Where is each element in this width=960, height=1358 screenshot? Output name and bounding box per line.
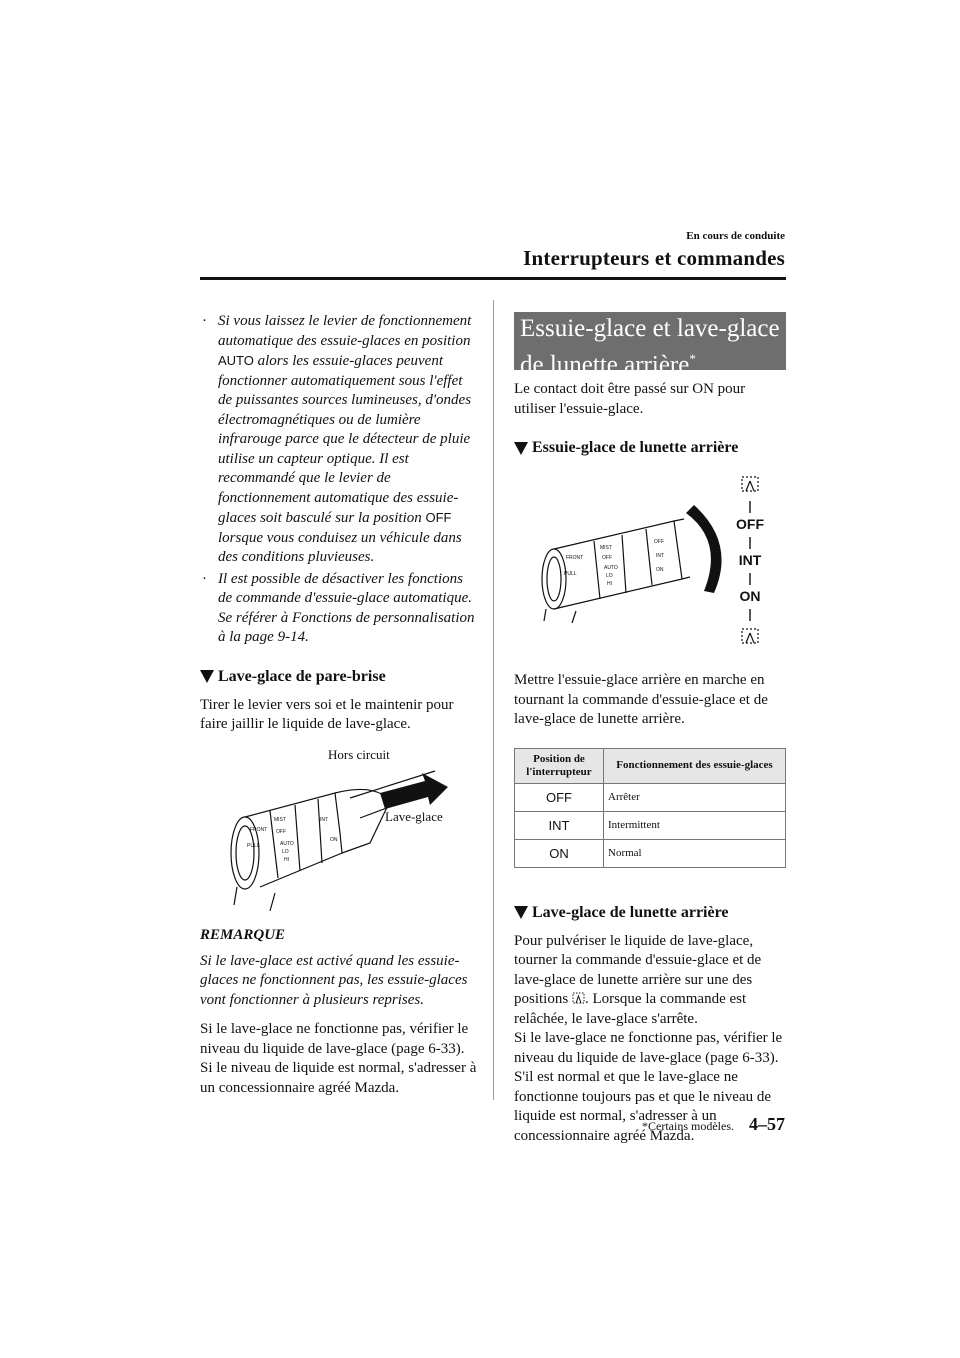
washer-lever-figure bbox=[200, 743, 478, 913]
bullet-text-a: Si vous laissez le levier de fonctionnement automatique des essuie-glaces en position bbox=[218, 313, 472, 349]
bullet-deactivate bbox=[200, 570, 478, 648]
banner-line-2-wrap bbox=[520, 344, 780, 380]
subhead-rear-washer bbox=[514, 904, 786, 922]
bullet-dot: · bbox=[202, 570, 207, 587]
cell-position: INT bbox=[515, 811, 604, 839]
note-text: Si le lave-glace est activé quand les essuie-glaces ne fonctionnent pas, les essuie-glaces vont fonctionner à plusieurs reprises. bbox=[200, 952, 468, 1008]
column-divider bbox=[493, 300, 494, 1100]
rear-washer-text-b: . Lorsque la commande est relâchée, le lave-glace s'arrête. bbox=[514, 991, 747, 1027]
triangle-marker-icon bbox=[200, 670, 214, 683]
lever-label: LO bbox=[282, 848, 289, 855]
lever-label: LO bbox=[606, 573, 613, 579]
col-header-position: Position de l'interrupteur bbox=[515, 748, 604, 783]
chapter-label: En cours de conduite bbox=[686, 230, 785, 242]
pull-arrow-icon bbox=[380, 773, 448, 809]
table-row bbox=[515, 783, 786, 811]
cell-position: OFF bbox=[515, 783, 604, 811]
position-off: OFF bbox=[736, 516, 764, 532]
page-title: Interrupteurs et commandes bbox=[523, 246, 785, 270]
position-int: INT bbox=[738, 552, 762, 568]
subhead-text: Lave-glace de lunette arrière bbox=[532, 903, 729, 921]
lever-label: FRONT bbox=[250, 826, 268, 833]
washer-symbol-icon bbox=[572, 992, 585, 1004]
washer-symbol-top-icon bbox=[742, 477, 758, 491]
banner-line-1: Essuie-glace et lave-glace bbox=[520, 315, 780, 342]
position-on: ON bbox=[739, 588, 761, 604]
rear-wiper-instructions: Mettre l'essuie-glace arrière en marche en tournant la commande d'essuie-glace et de lave-glace de lunette arrière. bbox=[514, 672, 768, 727]
lever-label: OFF bbox=[276, 828, 286, 835]
bullet-text-c: lorsque vous conduisez un véhicule dans des conditions pluvieuses. bbox=[218, 529, 462, 565]
banner-line-2: de lunette arrière bbox=[520, 351, 690, 379]
rear-wiper-illustration bbox=[514, 461, 786, 661]
bullet-text: Il est possible de désactiver les fonctions de commande d'essuie-glace automatique. Se référer à Fonctions de personnalisation à la page 9-14. bbox=[218, 570, 475, 645]
lever-label: AUTO bbox=[280, 840, 294, 847]
rear-washer-troubleshoot: Si le lave-glace ne fonctionne pas, vérifier le niveau du liquide de lave-glace (page 6-33). S'il est normal et que le lave-glace ne fonctionne toujours pas et que le niveau de liquide est normal, s'adresser à un concessionnaire agréé Mazda. bbox=[514, 1030, 783, 1144]
triangle-marker-icon bbox=[514, 906, 528, 919]
rear-washer-instructions bbox=[514, 932, 786, 1030]
lever-label: OFF bbox=[654, 539, 664, 545]
washer-intro: Tirer le levier vers soi et le maintenir pour faire jaillir le liquide de lave-glace. bbox=[200, 696, 454, 732]
subhead-windshield-washer bbox=[200, 668, 478, 686]
lever-label: PULL bbox=[564, 571, 577, 577]
lever-label: HI bbox=[607, 581, 612, 587]
washer-symbol-bottom-icon bbox=[742, 629, 758, 643]
cell-position: ON bbox=[515, 839, 604, 867]
cell-function: Arrêter bbox=[604, 783, 786, 811]
page-number: 4–57 bbox=[749, 1114, 785, 1134]
off-position-label: OFF bbox=[425, 510, 452, 525]
bullet-dot: · bbox=[202, 313, 207, 329]
bullet-auto-warning bbox=[200, 312, 478, 568]
right-column bbox=[514, 312, 786, 1146]
rear-washer-text-a: Pour pulvériser le liquide de lave-glace, tourner la commande d'essuie-glace et de lave-glace de lunette arrière sur une des positions bbox=[514, 932, 762, 1007]
auto-position-label: AUTO bbox=[218, 353, 254, 368]
lever-label: INT bbox=[320, 816, 329, 823]
note-title: REMARQUE bbox=[200, 926, 286, 943]
subhead-text: Essuie-glace de lunette arrière bbox=[532, 439, 739, 456]
lever-label: FRONT bbox=[566, 555, 584, 561]
lever-label: INT bbox=[656, 553, 665, 559]
lever-label: ON bbox=[656, 567, 664, 573]
rotate-arrow-icon bbox=[686, 505, 722, 593]
lever-label: MIST bbox=[274, 816, 286, 823]
rear-wiper-figure bbox=[514, 461, 786, 661]
table-header-row bbox=[515, 748, 786, 783]
footnote: *Certains modèles. bbox=[642, 1119, 734, 1133]
lever-label: ON bbox=[330, 836, 338, 843]
left-column bbox=[200, 312, 478, 1098]
col-header-function: Fonctionnement des essuie-glaces bbox=[604, 748, 786, 783]
lever-label: MIST bbox=[600, 545, 612, 551]
bullet-text-b: alors les essuie-glaces peuvent fonctionner automatiquement sous l'effet de puissantes sources lumineuses, d'ondes électromagnétiques ou de lumière infrarouge parce que le détecteur de pluie utilise un capteur optique. Il est recommandé que le levier de fonctionnement automatique des essuie-glaces soit basculé sur la position bbox=[218, 353, 472, 526]
lever-label: HI bbox=[284, 856, 289, 863]
callout-wash: Lave-glace bbox=[385, 808, 443, 824]
subhead-text: Lave-glace de pare-brise bbox=[218, 667, 386, 685]
optional-marker: * bbox=[689, 351, 696, 366]
position-table bbox=[514, 748, 786, 868]
washer-troubleshoot: Si le lave-glace ne fonctionne pas, vérifier le niveau du liquide de lave-glace (page 6-33). Si le niveau de liquide est normal, s'adresser à un concessionnaire agréé Mazda. bbox=[200, 1021, 477, 1096]
cell-function: Intermittent bbox=[604, 811, 786, 839]
wiper-lever-illustration bbox=[200, 743, 478, 913]
callout-off: Hors circuit bbox=[328, 746, 390, 762]
lever-label: OFF bbox=[602, 555, 612, 561]
table-row bbox=[515, 839, 786, 867]
cell-function: Normal bbox=[604, 839, 786, 867]
table-row bbox=[515, 811, 786, 839]
lever-label: AUTO bbox=[604, 565, 618, 571]
lever-label: PULL bbox=[247, 842, 260, 849]
triangle-marker-icon bbox=[514, 442, 528, 455]
subhead-rear-wiper bbox=[514, 439, 786, 457]
section-banner bbox=[514, 312, 786, 379]
rear-intro: Le contact doit être passé sur ON pour utiliser l'essuie-glace. bbox=[514, 381, 746, 417]
header-rule bbox=[200, 277, 786, 280]
